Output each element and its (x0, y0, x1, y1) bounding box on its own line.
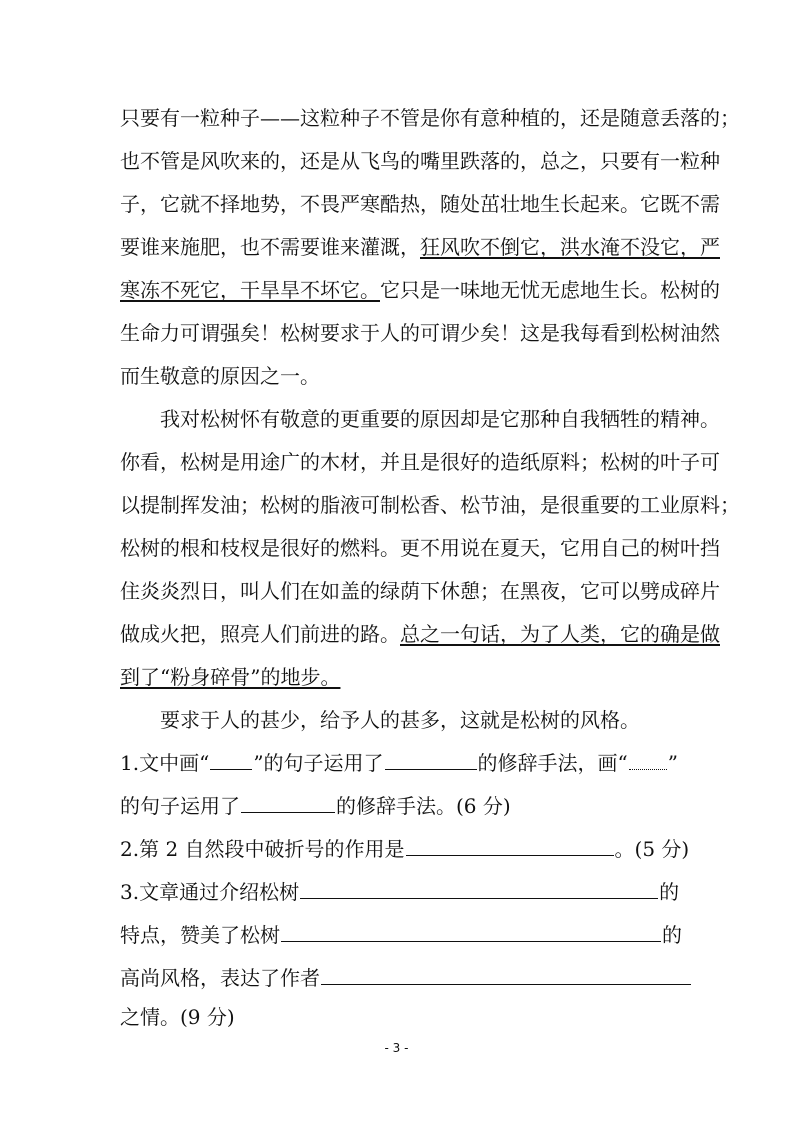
p2-line-2: 你看，松树是用途广的木材，并且是很好的造纸原料；松树的叶子可 (120, 450, 720, 474)
question-1-line-2 (120, 793, 680, 819)
p2-line-4: 松树的根和枝杈是很好的燃料。更不用说在夏天，它用自己的树叶挡 (120, 536, 720, 560)
p2-line-6-text: 做成火把，照亮人们前进的路。 (120, 622, 400, 646)
p1-line-5 (120, 277, 720, 303)
question-1-line-1 (120, 750, 680, 776)
q3-text-b: 的 (659, 880, 680, 904)
q3-text-c: 特点，赞美了松树 (120, 923, 280, 947)
p1-line-4-text: 要谁来施肥，也不需要谁来灌溉， (120, 235, 420, 259)
question-2 (120, 836, 690, 862)
p1-line-5-text: 它只是一味地无忧无虑地生长。松树的 (380, 278, 720, 302)
p2-line-7 (120, 664, 680, 690)
q1-text-e: 的句子运用了 (120, 794, 240, 818)
question-3-line-4: 之情。(9 分) (120, 1005, 235, 1029)
underlined-sentence-b-end: 到了“粉身碎骨”的地步。 (120, 665, 341, 689)
question-3-line-2 (120, 922, 680, 948)
q3-answer-blank-1[interactable] (300, 880, 658, 899)
p1-line-4 (120, 234, 720, 260)
q3-text-d: 的 (662, 923, 682, 947)
page-number: - 3 - (384, 1041, 409, 1055)
q3-answer-blank-3[interactable] (321, 966, 691, 985)
q2-answer-blank[interactable] (406, 837, 614, 856)
p2-line-3: 以提制挥发油；松树的脂液可制松香、松节油，是很重要的工业原料； (120, 493, 740, 517)
p2-line-6 (120, 621, 720, 647)
q3-answer-blank-2[interactable] (281, 923, 661, 942)
question-3-line-3 (120, 965, 680, 991)
underlined-sentence-a: 狂风吹不倒它，洪水淹不没它，严 (420, 235, 720, 259)
p2-line-5: 住炎炎烈日，叫人们在如盖的绿荫下休憩；在黑夜，它可以劈成碎片 (120, 579, 720, 603)
q1-mark-blank-2 (629, 751, 667, 770)
p1-line-6: 生命力可谓强矣！松树要求于人的可谓少矣！这是我每看到松树油然 (120, 321, 720, 345)
p1-line-2: 也不管是风吹来的，还是从飞鸟的嘴里跌落的，总之，只要有一粒种 (120, 149, 720, 173)
q2-text-b: 。(5 分) (614, 837, 690, 861)
underlined-sentence-b: 总之一句话，为了人类，它的确是做 (400, 622, 720, 646)
underlined-sentence-a-end: 寒冻不死它，干旱旱不坏它。 (120, 278, 380, 302)
p2-line-1: 我对松树怀有敬意的更重要的原因却是它那种自我牺牲的精神。 (160, 407, 720, 431)
q1-text-a: 1.文中画“ (120, 751, 210, 775)
q1-answer-blank-1[interactable] (385, 751, 477, 770)
p1-line-7: 而生敬意的原因之一。 (120, 364, 320, 388)
q1-text-c: 的修辞手法，画“ (477, 751, 628, 775)
p1-line-3: 子，它就不择地势，不畏严寒酷热，随处茁壮地生长起来。它既不需 (120, 192, 720, 216)
p1-line-1: 只要有一粒种子——这粒种子不管是你有意种植的，还是随意丢落的； (120, 106, 740, 130)
q1-answer-blank-2[interactable] (241, 794, 335, 813)
q3-text-e: 高尚风格，表达了作者 (120, 966, 320, 990)
p3-line-1: 要求于人的甚少，给予人的甚多，这就是松树的风格。 (160, 708, 640, 732)
q1-mark-blank-1 (210, 751, 252, 770)
q1-text-d: ” (667, 751, 679, 775)
q3-text-a: 3.文章通过介绍松树 (120, 880, 300, 904)
q1-text-f: 的修辞手法。(6 分) (336, 794, 511, 818)
q2-text-a: 2.第 2 自然段中破折号的作用是 (120, 837, 405, 861)
question-3-line-1 (120, 879, 680, 905)
q1-text-b: ”的句子运用了 (253, 751, 384, 775)
